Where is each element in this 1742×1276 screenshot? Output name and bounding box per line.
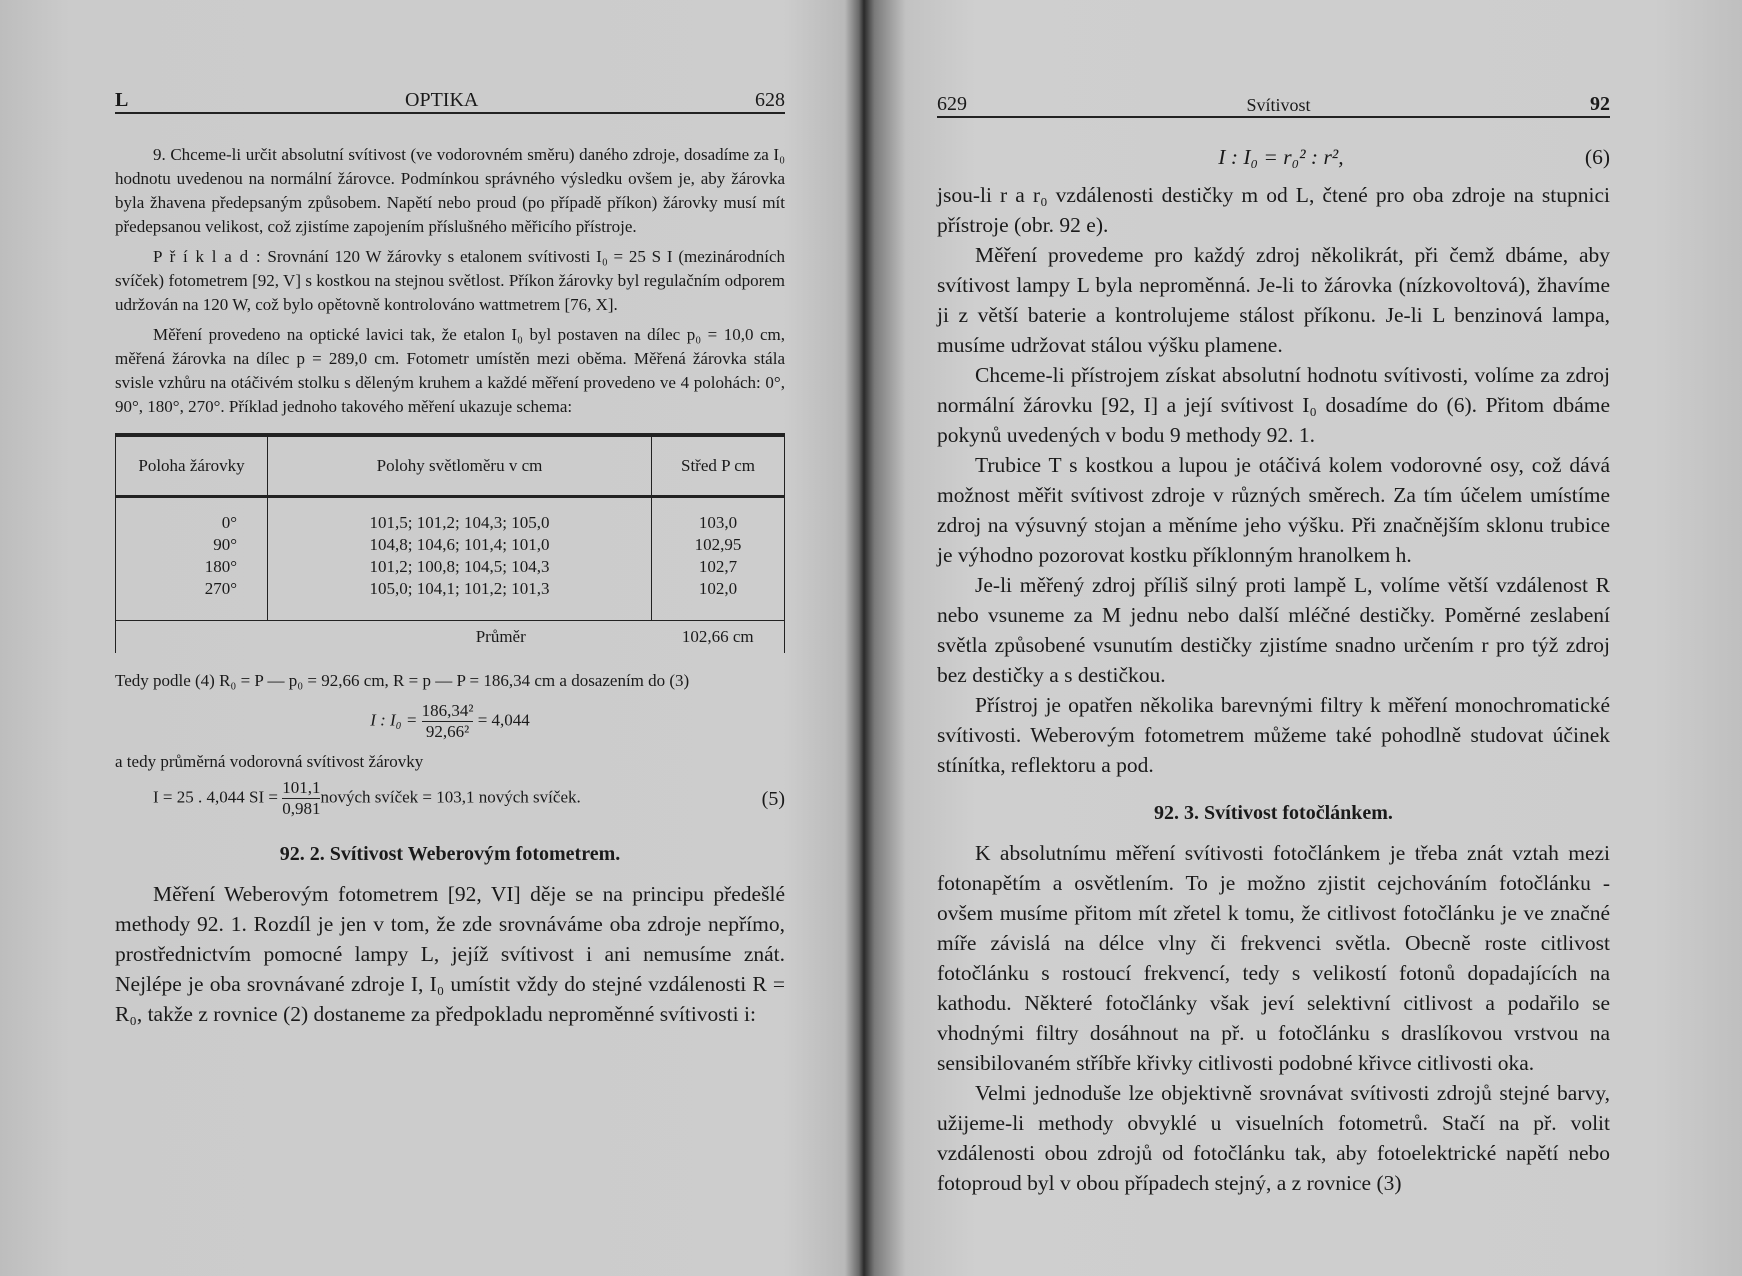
cell: 90° — [213, 535, 237, 554]
paragraph — [115, 245, 785, 317]
section-heading: 92. 2. Svítivost Weberovým fotometrem. — [279, 843, 621, 865]
paragraph: Trubice T s kostkou a lupou je otáčivá kolem vodorovné osy, což dává možnost měřit svítivost zdroje v různých směrech. Za tím účelem umístíme zdroj na výsuvný stojan a měníme jeho výšku. Při značnějším sklonu trubice je výhodno pozorovat kostku příklonným hranolkem h. — [937, 453, 1610, 567]
page-number: 629 — [937, 93, 967, 115]
cell: 0° — [221, 513, 237, 532]
table-header — [116, 435, 785, 497]
cell: 103,0 — [698, 513, 738, 532]
paragraph: Měření Weberovým fotometrem [92, VI] děje se na principu předešlé methody 92. 1. Rozdíl je jen v tom, že zde srovnáváme oba zdroje nepřímo, prostřednictvím pomocné lampy L, jejíž svítivost i ani nemusíme znát. Nejlépe je oba srovnávané zdroje I, I₀ umístit vždy do stejné vzdálenosti R = R₀, takže z rovnice (2) dostaneme za předpokladu neproměnné svítivosti i: — [115, 882, 785, 1026]
paragraph: K absolutnímu měření svítivosti fotočlánkem je třeba znát vztah mezi fotonapětím a osvětlením. To je možno zjistit cejchováním fotočlánku - ovšem musíme přitom mít zřetel k tomu, že citlivost fotočlánku je ve značné míře závislá na délce vlny či frekvenci světla. Obecně roste citlivost fotočlánku s rostoucí frekvencí, tedy s velikostí fotonů dopadajících na kathodu. Některé fotočlánky však jeví selektivní citlivost a podařilo se vhodnými filtry dosáhnout na př. u fotočlánku s draslíkovou vrstvou na sensibilovaném stříbře křivky citlivosti podobné křivce citlivosti oka. — [937, 841, 1610, 1075]
equation-number: (5) — [761, 787, 785, 810]
paragraph: Tedy podle (4) R₀ = P — p₀ = 92,66 cm, R = p — P = 186,34 cm a dosazením do (3) — [115, 671, 690, 690]
denominator: 92,66² — [425, 722, 470, 741]
paragraph: Měření provedeme pro každý zdroj několikrát, při čemž dbáme, aby svítivost lampy L byla neproměnná. Je-li to žárovka (nízkovoltová), žhavíme ji z větší baterie a kontrolujeme stálost příkonu. Je-li L benzinová lampa, musíme udržovat stálou výšku plamene. — [937, 243, 1610, 357]
cell: 102,0 — [698, 579, 738, 598]
cell: 270° — [204, 579, 237, 598]
left-page — [115, 86, 785, 1029]
paragraph: a tedy průměrná vodorovná svítivost žárovky — [115, 752, 424, 771]
total-value: 102,66 cm — [652, 621, 785, 654]
numerator: 101,1 — [282, 778, 321, 797]
paragraph: jsou-li r a r₀ vzdálenosti destičky m od L, čtené pro oba zdroje na stupnici přístroje (obr. 92 e). — [937, 183, 1610, 237]
equation — [937, 142, 1610, 172]
header-letter: L — [115, 89, 129, 111]
paragraph: Měření provedeno na optické lavici tak, že etalon I₀ byl postaven na dílec p₀ = 10,0 cm, měřená žárovka na dílec p = 289,0 cm. Fotometr umístěn mezi oběma. Měřená žárovka stála svisle vzhůru na otáčivém stolku s děleným kruhem a každé měření provedeno ve 4 polohách: 0°, 90°, 180°, 270°. Příklad jednoho takového měření ukazuje schema: — [115, 325, 785, 416]
header-section: 92 — [1590, 93, 1610, 115]
paragraph: Přístroj je opatřen několika barevnými filtry k měření monochromatické svítivosti. Weberovým fotometrem můžeme také pohodlně studovat účinek stínítka, reflektoru a pod. — [937, 693, 1610, 777]
cell: 104,8; 104,6; 101,4; 101,0 — [369, 535, 550, 554]
column-header: Poloha žárovky — [116, 435, 268, 497]
cell: 102,95 — [694, 535, 742, 554]
measurement-table — [115, 433, 785, 653]
header-title: Svítivost — [1246, 95, 1311, 115]
cell: 102,7 — [698, 557, 738, 576]
paragraph: Velmi jednoduše lze objektivně srovnávat svítivosti zdrojů stejné barvy, užijeme-li methody obvyklé u visuelních fotometrů. Stačí na př. volit vzdálenosti obou zdrojů od fotočlánku tak, aby fotoelektrické napětí nebo fotoproud byl v obou případech stejný, a z rovnice (3) — [937, 1081, 1610, 1195]
running-header — [937, 90, 1610, 118]
equation — [115, 778, 785, 819]
cell: 101,2; 100,8; 104,5; 104,3 — [369, 557, 550, 576]
paragraph: Je-li měřený zdroj příliš silný proti lampě L, volíme větší vzdálenost R nebo vsuneme za M jednu nebo další mléčné destičky. Poměrné zeslabení světla způsobené vsunutím destičky zjistíme snadno určením r pro týž zdroj bez destičky a s destičkou. — [937, 573, 1610, 687]
paragraph: 9. Chceme-li určit absolutní svítivost (ve vodorovném směru) daného zdroje, dosadíme za I₀ hodnotu uvedenou na normální žárovce. Podmínkou správného výsledku ovšem je, aby žárovka byla žhavena předepsaným způsobem. Napětí nebo proud (po případě příkon) žárovky musí mít předepsanou velikost, což zjistíme zapojením příslušného měřicího přístroje. — [115, 145, 785, 236]
cell: 180° — [204, 557, 237, 576]
cell: 105,0; 104,1; 101,2; 101,3 — [369, 579, 550, 598]
equation-number: (6) — [1584, 145, 1610, 169]
total-label: Průměr — [116, 621, 652, 654]
eq-lhs: I = 25 . 4,044 SI = — [153, 787, 278, 807]
table-total-row — [116, 621, 785, 654]
section-heading: 92. 3. Svítivost fotočlánkem. — [1154, 802, 1393, 824]
eq-lhs: I : I₀ = — [370, 710, 418, 730]
page-number: 628 — [755, 89, 785, 111]
cell: 101,5; 101,2; 104,3; 105,0 — [369, 513, 550, 532]
column-header: Střed P cm — [652, 435, 785, 497]
table-body — [116, 497, 785, 621]
right-page — [937, 90, 1610, 1198]
example-label: P ř í k l a d : — [153, 247, 262, 266]
header-title: OPTIKA — [405, 89, 479, 111]
running-header — [115, 86, 785, 114]
eq-rhs: nových svíček = 103,1 nových svíček. — [320, 787, 581, 807]
paragraph: Chceme-li přístrojem získat absolutní hodnotu svítivosti, volíme za zdroj normální žárovku [92, I] a její svítivost I₀ dosadíme do (6). Přitom dbáme pokynů uvedených v bodu 9 methody 92. 1. — [937, 363, 1610, 447]
numerator: 186,34² — [421, 701, 474, 720]
eq-text: I : I₀ = r₀² : r², — [1218, 145, 1344, 169]
example-text: Srovnání 120 W žárovky s etalonem svítivosti I₀ = 25 S I (mezinárodních svíček) fotometrem [92, V] s kostkou na stejnou světlost. Příkon žárovky byl regulačním odporem udržován na 120 W, což bylo opětovně kontrolováno wattmetrem [76, X]. — [115, 247, 785, 314]
column-header: Polohy světloměru v cm — [268, 435, 652, 497]
equation — [115, 701, 785, 742]
eq-rhs: = 4,044 — [477, 710, 530, 730]
denominator: 0,981 — [282, 799, 321, 818]
